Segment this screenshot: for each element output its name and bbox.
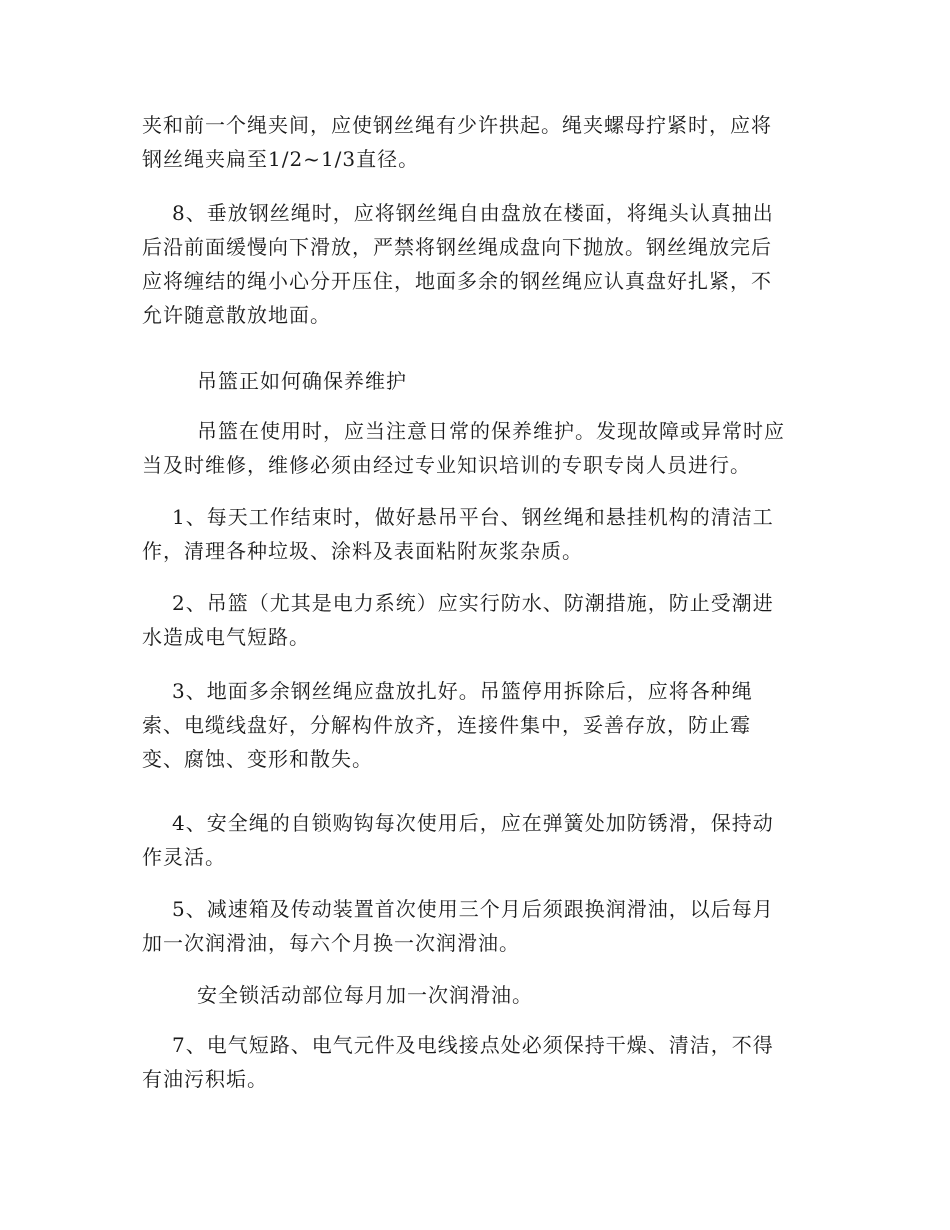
text-line: 后沿前面缓慢向下滑放，严禁将钢丝绳成盘向下抛放。钢丝绳放完后 [142, 235, 772, 259]
paragraph-safety-lock [142, 978, 810, 1012]
text-line: 加一次润滑油，每六个月换一次润滑油。 [142, 931, 520, 955]
section-heading [142, 364, 810, 398]
text-line: 有油污积垢。 [142, 1067, 268, 1091]
text-line: 3、地面多余钢丝绳应盘放扎好。吊篮停用拆除后，应将各种绳 [172, 679, 753, 703]
text-line: 安全锁活动部位每月加一次润滑油。 [197, 983, 533, 1007]
paragraph-item-1 [142, 500, 810, 568]
paragraph-item-4 [142, 806, 810, 874]
paragraph-item-5 [142, 892, 810, 960]
text-line: 应将缠结的绳小心分开压住，地面多余的钢丝绳应认真盘好扎紧，不 [142, 269, 772, 293]
text-line: 索、电缆线盘好，分解构件放齐，连接件集中，妥善存放，防止霉 [142, 713, 751, 737]
text-line: 变、腐蚀、变形和散失。 [142, 747, 373, 771]
paragraph-intro [142, 414, 810, 482]
text-line: 当及时维修，维修必须由经过专业知识培训的专职专岗人员进行。 [142, 453, 751, 477]
text-line: 4、安全绳的自锁购钩每次使用后，应在弹簧处加防锈滑，保持动 [172, 811, 774, 835]
paragraph-wire-clamp [142, 108, 810, 176]
text-line: 7、电气短路、电气元件及电线接点处必须保持干燥、清洁，不得 [172, 1033, 774, 1057]
text-line: 5、减速箱及传动装置首次使用三个月后须跟换润滑油，以后每月 [172, 897, 774, 921]
paragraph-item-7 [142, 1028, 810, 1096]
paragraph-item-2 [142, 586, 810, 654]
text-line: 吊篮正如何确保养维护 [197, 369, 407, 393]
text-line: 夹和前一个绳夹间，应使钢丝绳有少许拱起。绳夹螺母拧紧时，应将 [142, 113, 772, 137]
paragraph-item-8 [142, 196, 810, 332]
text-line: 水造成电气短路。 [142, 625, 310, 649]
text-line: 吊篮在使用时，应当注意日常的保养维护。发现故障或异常时应 [197, 419, 785, 443]
text-line: 允许随意散放地面。 [142, 303, 331, 327]
paragraph-item-3 [142, 674, 810, 776]
text-line: 8、垂放钢丝绳时，应将钢丝绳自由盘放在楼面，将绳头认真抽出 [172, 201, 774, 225]
text-line: 2、吊篮（尤其是电力系统）应实行防水、防潮措施，防止受潮进 [172, 591, 774, 615]
text-line: 钢丝绳夹扁至1/2~1/3直径。 [142, 147, 420, 171]
text-line: 1、每天工作结束时，做好悬吊平台、钢丝绳和悬挂机构的清洁工 [172, 505, 774, 529]
text-line: 作，清理各种垃圾、涂料及表面粘附灰浆杂质。 [142, 539, 583, 563]
text-line: 作灵活。 [142, 845, 226, 869]
